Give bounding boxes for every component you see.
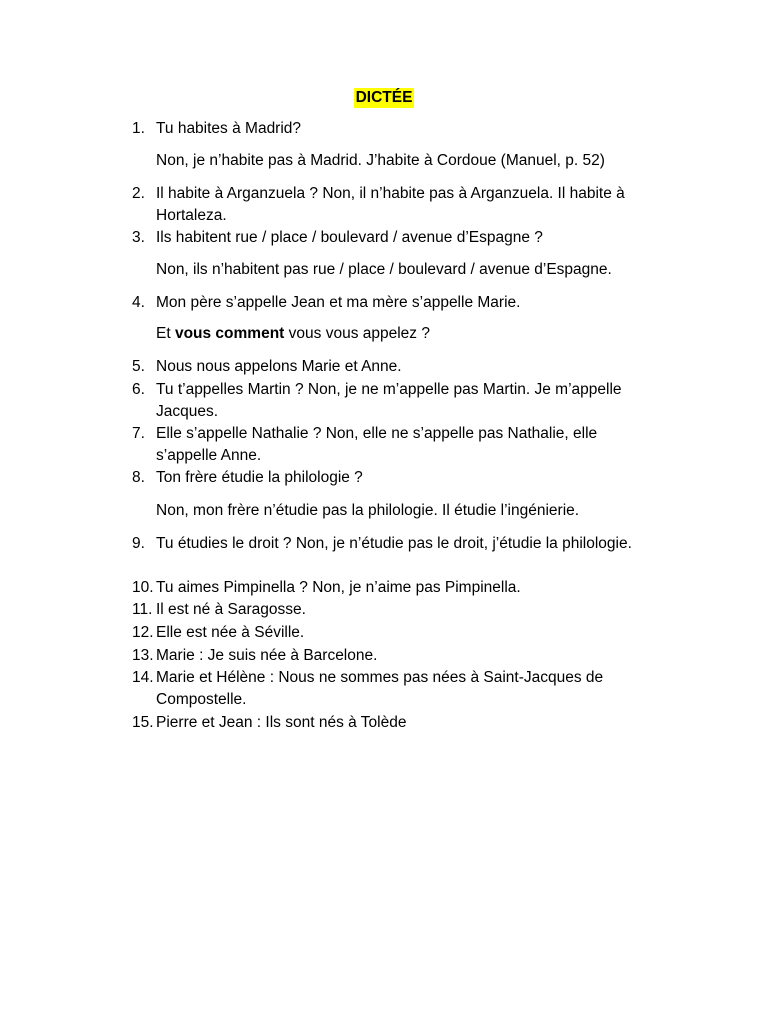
list-item — [132, 667, 652, 711]
document-title: DICTÉE — [355, 89, 413, 106]
answer-bold: vous comment — [174, 325, 285, 342]
item-number: 6. — [132, 381, 145, 398]
list-item — [132, 622, 652, 644]
item-text: Pierre et Jean : Ils sont nés à Tolède — [156, 714, 407, 731]
item-number: 13. — [132, 647, 154, 664]
answer-line: Non, ils n’habitent pas rue / place / boulevard / avenue d’Espagne. — [156, 261, 612, 278]
list-item — [132, 227, 652, 249]
answer-line: Non, mon frère n’étudie pas la philologie. Il étudie l’ingénierie. — [156, 502, 580, 519]
item-text: Tu aimes Pimpinella ? Non, je n’aime pas Pimpinella. — [156, 579, 521, 596]
list-item — [132, 533, 652, 555]
list-item — [132, 645, 652, 667]
item-text: Nous nous appelons Marie et Anne. — [156, 358, 402, 375]
item-number: 1. — [132, 120, 145, 137]
item-number: 15. — [132, 714, 154, 731]
item-number: 3. — [132, 229, 145, 246]
item-text: Elle est née à Séville. — [156, 624, 305, 641]
item-text: Elle s’appelle Nathalie ? Non, elle ne s’appelle pas Nathalie, elle s’appelle Anne. — [156, 425, 598, 464]
item-number: 8. — [132, 469, 145, 486]
item-text: Il est né à Saragosse. — [156, 601, 306, 618]
item-text: Marie et Hélène : Nous ne sommes pas nées à Saint-Jacques de Compostelle. — [156, 669, 604, 708]
item-text: Mon père s’appelle Jean et ma mère s’appelle Marie. — [156, 294, 521, 311]
item-text: Ton frère étudie la philologie ? — [156, 469, 363, 486]
list-item — [132, 467, 652, 489]
item-number: 10. — [132, 579, 154, 596]
list-item — [132, 712, 652, 734]
item-number: 14. — [132, 669, 154, 686]
list-item — [132, 423, 652, 467]
title-wrap — [0, 88, 768, 108]
item-number: 11. — [132, 601, 153, 618]
list-item — [132, 356, 652, 378]
answer-suffix: vous vous appelez ? — [284, 325, 430, 342]
answer-line: Non, je n’habite pas à Madrid. J’habite à Cordoue (Manuel, p. 52) — [156, 152, 605, 169]
item-text: Tu habites à Madrid? — [156, 120, 302, 137]
item-number: 4. — [132, 294, 145, 311]
list-item — [132, 292, 652, 314]
item-text: Il habite à Arganzuela ? Non, il n’habite pas à Arganzuela. Il habite à Hortaleza. — [156, 185, 625, 224]
answer-line — [156, 323, 666, 345]
item-number: 2. — [132, 185, 145, 202]
item-number: 9. — [132, 535, 145, 552]
list-item — [132, 118, 652, 140]
item-text: Tu étudies le droit ? Non, je n’étudie pas le droit, j’étudie la philologie. — [156, 535, 632, 552]
list-item — [132, 577, 652, 599]
item-number: 12. — [132, 624, 154, 641]
item-number: 5. — [132, 358, 145, 375]
item-text: Tu t’appelles Martin ? Non, je ne m’appelle pas Martin. Je m’appelle Jacques. — [156, 381, 622, 420]
list-item — [132, 379, 652, 423]
item-number: 7. — [132, 425, 145, 442]
item-text: Ils habitent rue / place / boulevard / avenue d’Espagne ? — [156, 229, 543, 246]
item-text: Marie : Je suis née à Barcelone. — [156, 647, 378, 664]
answer-prefix: Et — [156, 325, 175, 342]
list-item — [132, 183, 652, 227]
list-item — [132, 599, 652, 621]
